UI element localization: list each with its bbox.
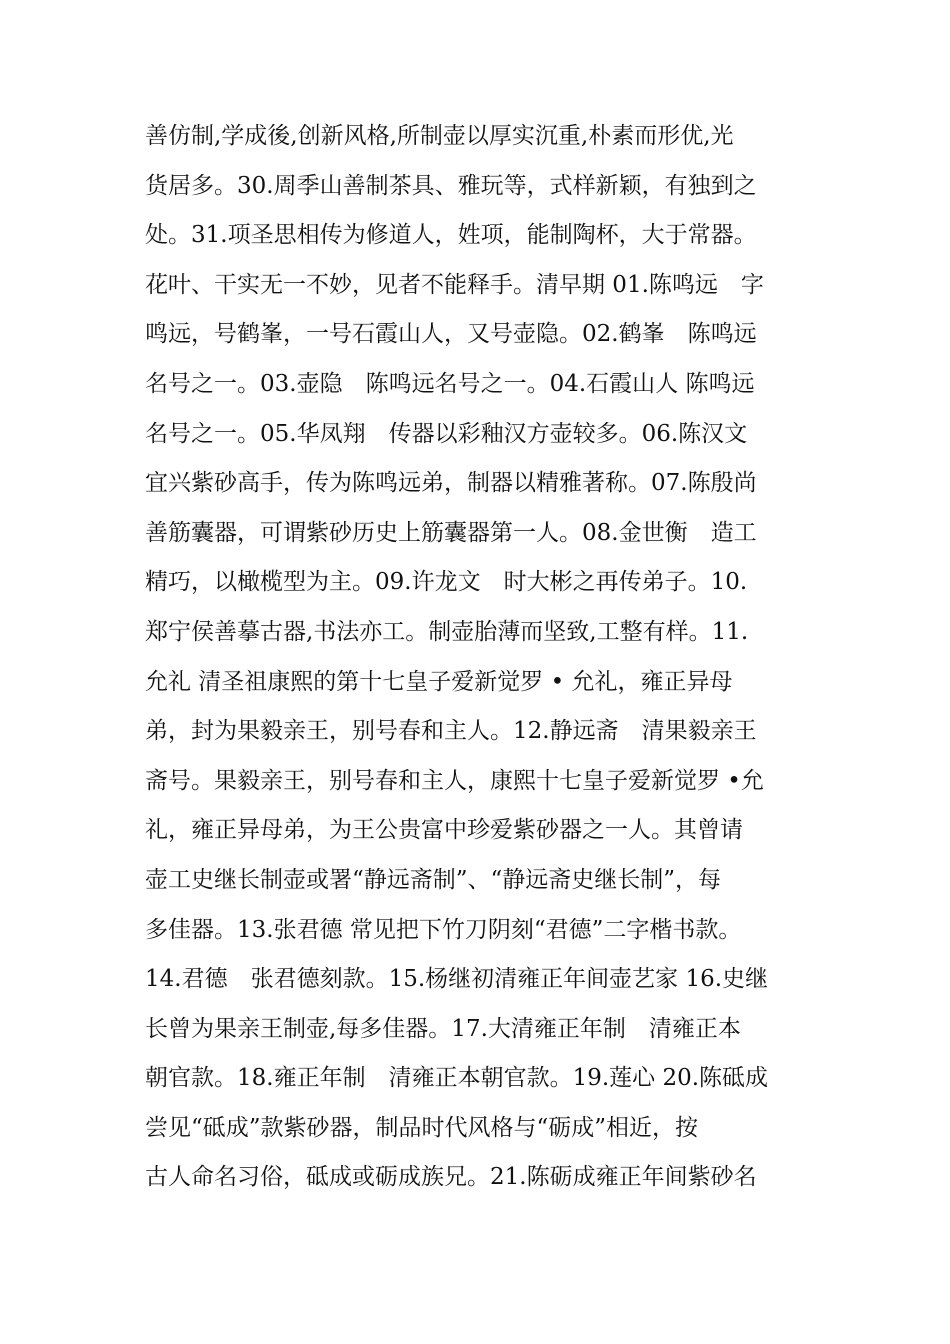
text-line: 名号之一。05.华凤翔 传器以彩釉汉方壶较多。06.陈汉文 — [145, 420, 748, 447]
text-line: 精巧，以橄榄型为主。09.许龙文 时大彬之再传弟子。10. — [145, 569, 748, 596]
text-line: 弟，封为果毅亲王，别号春和主人。12.静远斋 清果毅亲王 — [145, 718, 757, 745]
text-line: 古人命名习俗，砥成或砺成族兄。21.陈砺成雍正年间紫砂名 — [145, 1164, 757, 1191]
text-line: 14.君德 张君德刻款。15.杨继初清雍正年间壶艺家 16.史继 — [145, 966, 769, 993]
text-line: 鸣远，号鹤峯，一号石霞山人，又号壶隐。02.鹤峯 陈鸣远 — [145, 321, 757, 348]
text-line: 允礼 清圣祖康熙的第十七皇子爱新觉罗 • 允礼，雍正异母 — [145, 668, 733, 695]
text-line: 处。31.项圣思相传为修道人，姓项，能制陶杯，大于常器。 — [145, 222, 757, 249]
text-line: 多佳器。13.张君德 常见把下竹刀阴刻“君德”二字楷书款。 — [145, 916, 742, 943]
text-line: 花叶、干实无一不妙，见者不能释手。清早期 01.陈鸣远 字 — [145, 271, 764, 298]
text-line: 宜兴紫砂高手，传为陈鸣远弟，制器以精雅著称。07.陈殷尚 — [145, 470, 757, 497]
text-line: 善筋囊器，可谓紫砂历史上筋囊器第一人。08.金世衡 造工 — [145, 519, 757, 546]
text-line: 朝官款。18.雍正年制 清雍正本朝官款。19.莲心 20.陈砥成 — [145, 1065, 769, 1092]
text-line: 壶工史继长制壶或署“静远斋制”、“静远斋史继长制”，每 — [145, 866, 722, 893]
text-line: 货居多。30.周季山善制茶具、雅玩等，式样新颖，有独到之 — [145, 172, 757, 199]
text-line: 尝见“砥成”款紫砂器，制品时代风格与“砺成”相近，按 — [145, 1114, 699, 1141]
text-line: 名号之一。03.壶隐 陈鸣远名号之一。04.石霞山人 陈鸣远 — [145, 370, 755, 397]
text-line: 礼，雍正异母弟，为王公贵富中珍爱紫砂器之一人。其曾请 — [145, 817, 743, 844]
body-text — [145, 112, 815, 1203]
text-line: 长曾为果亲王制壶,每多佳器。17.大清雍正年制 清雍正本 — [145, 1015, 741, 1042]
text-line: 善仿制,学成後,创新风格,所制壶以厚实沉重,朴素而形优,光 — [145, 123, 734, 149]
text-line: 郑宁侯善摹古器,书法亦工。制壶胎薄而坚致,工整有样。11. — [145, 618, 749, 645]
text-line: 斋号。果毅亲王，别号春和主人，康熙十七皇子爱新觉罗 •允 — [145, 767, 764, 794]
